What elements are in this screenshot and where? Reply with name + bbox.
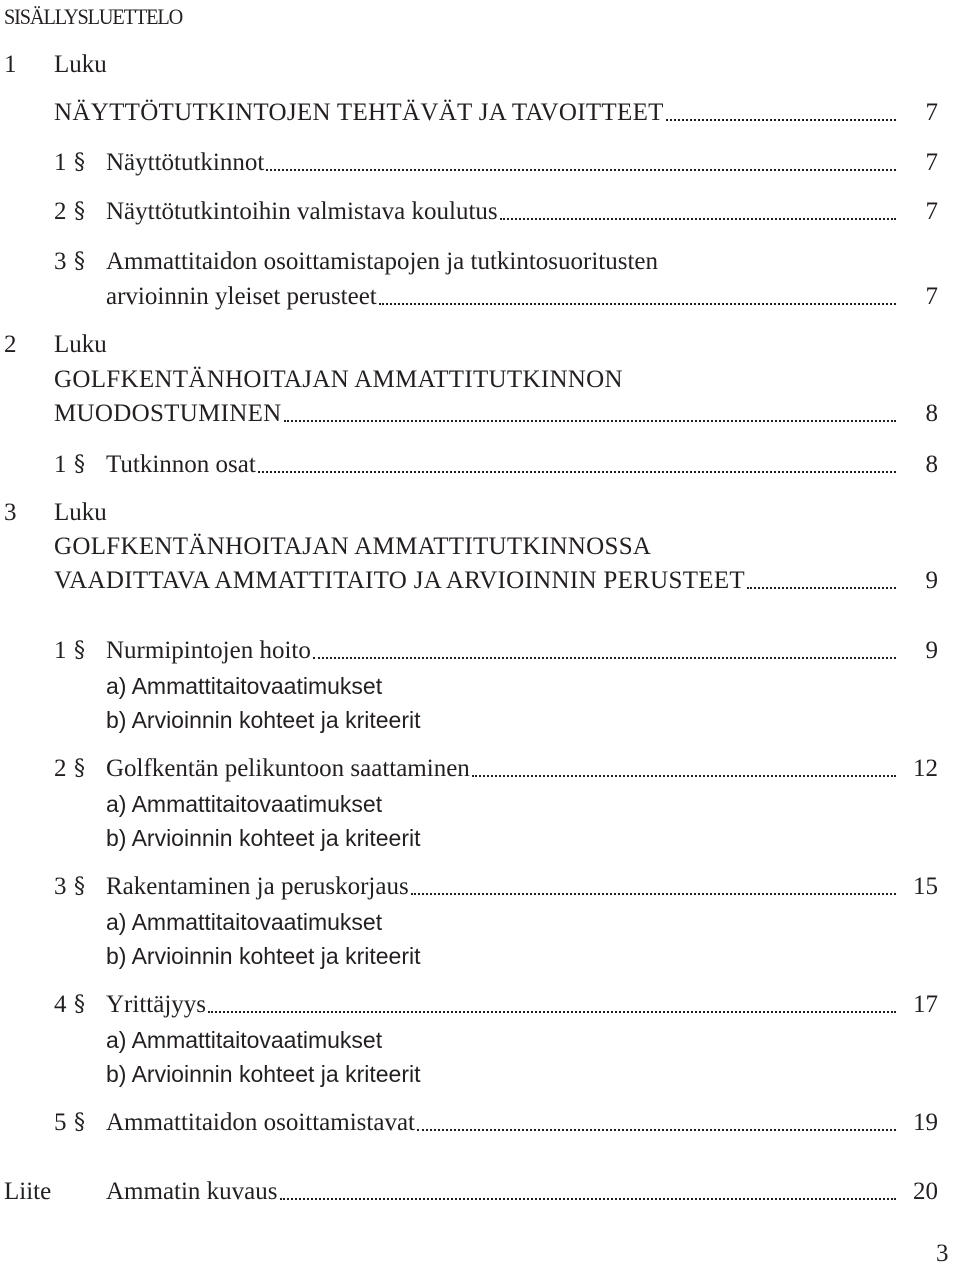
ch3-item-2-page: 12 [913,755,938,782]
leader-dots [284,420,896,422]
ch3-item-1-entry[interactable] [106,636,900,666]
leader-dots [379,303,896,305]
ch3-item-4-sub-a[interactable]: a) Ammattitaitovaatimukset [106,1027,383,1053]
ch3-item-2-number: 2 [54,755,67,782]
ch1-item-3-text-line2: arvioinnin yleiset perusteet [106,283,377,310]
leader-dots [500,218,896,220]
ch1-item-3-page: 7 [925,283,938,310]
section-sign-icon: § [74,249,85,274]
leader-dots [417,1129,896,1131]
ch3-item-3-text: Rakentaminen ja peruskorjaus [106,873,409,900]
appendix-page: 20 [913,1178,938,1205]
ch1-item-2-entry[interactable] [106,197,900,227]
leader-dots [266,169,896,171]
chapter-3-title-line2: VAADITTAVA AMMATTITAITO JA ARVIOINNIN PERUSTEET [54,567,745,594]
appendix-label: Liite [4,1178,52,1205]
ch3-item-3-page: 15 [913,873,938,900]
leader-dots [280,1198,896,1200]
ch1-item-2-page: 7 [925,198,938,225]
chapter-1-label: Luku [54,51,107,78]
appendix-text: Ammatin kuvaus [106,1178,278,1205]
ch3-item-2-sub-a[interactable]: a) Ammattitaitovaatimukset [106,791,383,817]
section-sign-icon: § [74,874,85,899]
ch3-item-4-number: 4 [54,991,67,1018]
appendix-entry[interactable] [106,1177,900,1207]
ch3-item-2-entry[interactable] [106,754,900,784]
ch3-item-1-sub-a[interactable]: a) Ammattitaitovaatimukset [106,673,383,699]
ch3-item-3-entry[interactable] [106,872,900,902]
chapter-2-page: 8 [925,400,938,427]
chapter-2-title-line1: GOLFKENTÄNHOITAJAN AMMATTITUTKINNON [54,366,623,393]
ch3-item-4-entry[interactable] [106,990,900,1020]
leader-dots [747,587,896,589]
ch3-item-5-text: Ammattitaidon osoittamistavat [106,1109,415,1136]
ch3-item-4-sub-b[interactable]: b) Arvioinnin kohteet ja kriteerit [106,1061,421,1087]
section-sign-icon: § [74,150,85,175]
chapter-2-title-line2: MUODOSTUMINEN [54,400,282,427]
leader-dots [313,657,896,659]
leader-dots [411,893,896,895]
section-sign-icon: § [74,638,85,663]
ch3-item-5-page: 19 [913,1109,938,1136]
ch3-item-2-text: Golfkentän pelikuntoon saattaminen [106,755,470,782]
ch3-item-3-sub-b[interactable]: b) Arvioinnin kohteet ja kriteerit [106,943,421,969]
ch3-item-3-sub-a[interactable]: a) Ammattitaitovaatimukset [106,909,383,935]
ch1-item-3-entry[interactable] [106,282,900,312]
leader-dots [258,471,896,473]
chapter-1-title: NÄYTTÖTUTKINTOJEN TEHTÄVÄT JA TAVOITTEET [54,99,664,126]
chapter-3-title-line1: GOLFKENTÄNHOITAJAN AMMATTITUTKINNOSSA [54,533,652,560]
toc-heading: SISÄLLYSLUETTELO [4,4,183,29]
ch2-item-1-entry[interactable] [106,450,900,480]
chapter-3-page: 9 [925,567,938,594]
chapter-2-label: Luku [54,331,107,358]
leader-dots [666,119,896,121]
ch3-item-4-text: Yrittäjyys [106,991,206,1018]
chapter-2-number: 2 [4,331,17,358]
ch1-item-2-number: 2 [54,198,67,225]
leader-dots [208,1011,896,1013]
section-sign-icon: § [74,756,85,781]
ch3-item-5-number: 5 [54,1109,67,1136]
ch3-item-2-sub-b[interactable]: b) Arvioinnin kohteet ja kriteerit [106,825,421,851]
ch3-item-1-number: 1 [54,637,67,664]
ch1-item-2-text: Näyttötutkintoihin valmistava koulutus [106,198,498,225]
section-sign-icon: § [74,992,85,1017]
chapter-3-title-entry[interactable] [54,566,900,596]
ch3-item-3-number: 3 [54,873,67,900]
leader-dots [472,775,896,777]
ch3-item-5-entry[interactable] [106,1108,900,1138]
chapter-1-number: 1 [4,51,17,78]
ch3-item-1-page: 9 [925,637,938,664]
ch3-item-1-text: Nurmipintojen hoito [106,637,311,664]
ch3-item-4-page: 17 [913,991,938,1018]
section-sign-icon: § [74,1110,85,1135]
ch1-item-3-number: 3 [54,248,67,275]
ch2-item-1-page: 8 [925,451,938,478]
section-sign-icon: § [74,199,85,224]
section-sign-icon: § [74,452,85,477]
ch1-item-1-entry[interactable] [106,148,900,178]
chapter-2-title-entry[interactable] [54,399,900,429]
chapter-1-title-entry[interactable] [54,98,900,128]
ch1-item-3-text-line1: Ammattitaidon osoittamistapojen ja tutkintosuoritusten [106,248,659,275]
ch2-item-1-number: 1 [54,451,67,478]
ch2-item-1-text: Tutkinnon osat [106,451,256,478]
ch1-item-1-text: Näyttötutkinnot [106,149,265,176]
ch1-item-1-number: 1 [54,149,67,176]
chapter-1-page: 7 [925,99,938,126]
chapter-3-label: Luku [54,499,107,526]
ch1-item-1-page: 7 [925,149,938,176]
ch3-item-1-sub-b[interactable]: b) Arvioinnin kohteet ja kriteerit [106,707,421,733]
page-number: 3 [936,1240,949,1267]
chapter-3-number: 3 [4,499,17,526]
